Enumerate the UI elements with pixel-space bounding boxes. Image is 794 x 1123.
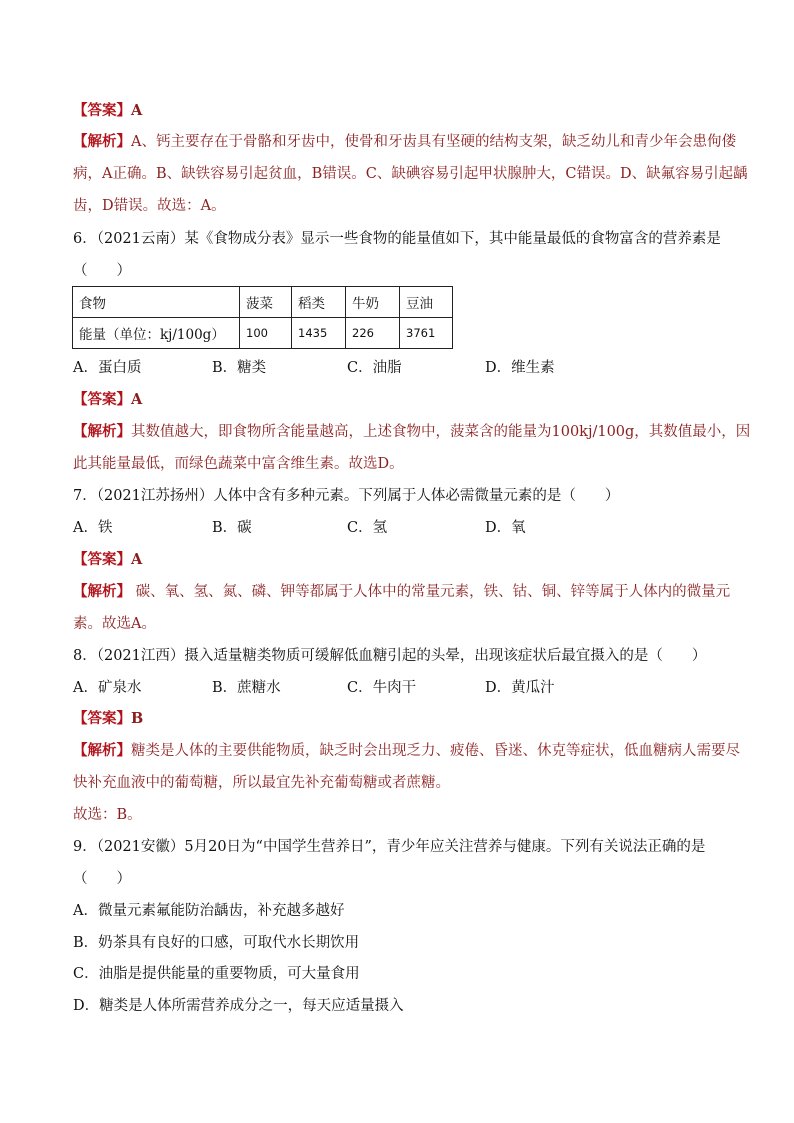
q8-option-d: D．黄瓜汁 (485, 680, 555, 696)
answer-tag: 【答案】 (73, 102, 131, 119)
table-cell: 豆油 (400, 287, 453, 318)
analysis-tag: 【解析】 (73, 583, 131, 600)
table-cell: 牛奶 (346, 287, 400, 318)
q6-analysis-line-1 (73, 422, 751, 442)
q8-answer (73, 709, 733, 729)
q8-option-a: A．矿泉水 (73, 680, 142, 696)
table-cell: 1435 (292, 318, 346, 349)
answer-tag: 【答案】 (73, 391, 131, 408)
answer-tag: 【答案】 (73, 551, 131, 568)
q7-option-d: D．氧 (485, 520, 526, 536)
q8-analysis-line-2: 快补充血液中的葡萄糖，所以最宜先补充葡萄糖或者蔗糖。 (73, 775, 450, 791)
answer-tag: 【答案】 (73, 710, 131, 727)
q6-paren: （ ） (73, 263, 131, 279)
q8-option-c: C．牛肉干 (347, 680, 417, 696)
q9-option-b: B．奶茶具有良好的口感，可取代水长期饮用 (73, 935, 360, 951)
q7-option-c: C．氢 (347, 520, 388, 536)
q7-answer (73, 550, 733, 570)
table-header-row (73, 287, 453, 318)
q6-option-a: A．蛋白质 (73, 360, 142, 376)
analysis-text: 碳、氧、氢、氮、磷、钾等都属于人体中的常量元素，铁、钴、铜、锌等属于人体内的微量元 (131, 584, 731, 600)
analysis-tag: 【解析】 (73, 133, 131, 150)
q7-stem: 7．（2021江苏扬州）人体中含有多种元素。下列属于人体必需微量元素的是（ ） (73, 488, 620, 504)
analysis-text: 糖类是人体的主要供能物质，缺乏时会出现乏力、疲倦、昏迷、休克等症状，低血糖病人需要尽 (131, 743, 740, 759)
table-row (73, 318, 453, 349)
analysis-text: 其数值越大，即食物所含能量越高，上述食物中，菠菜含的能量为100kj/100g，其数值最小，因 (131, 424, 751, 440)
table-cell: 226 (346, 318, 400, 349)
q7-option-a: A．铁 (73, 520, 113, 536)
q9-option-d: D．糖类是人体所需营养成分之一，每天应适量摄入 (73, 998, 404, 1014)
q6-option-c: C．油脂 (347, 360, 402, 376)
q6-answer (73, 390, 733, 410)
table-cell: 稻类 (292, 287, 346, 318)
answer-value: A (131, 102, 143, 119)
q9-paren: （ ） (73, 871, 131, 887)
analysis-tag: 【解析】 (73, 423, 131, 440)
q9-option-a: A．微量元素氟能防治龋齿，补充越多越好 (73, 903, 345, 919)
q6-analysis-line-2: 此其能量最低，而绿色蔬菜中富含维生素。故选D。 (73, 456, 404, 472)
table-cell: 菠菜 (240, 287, 292, 318)
q6-stem: 6．（2021云南）某《食物成分表》显示一些食物的能量值如下，其中能量最低的食物富含的营养素是 (73, 231, 721, 247)
q5-answer (73, 101, 733, 121)
q5-analysis-line-1 (73, 132, 736, 152)
food-energy-table (72, 286, 453, 349)
table-cell: 3761 (400, 318, 453, 349)
q8-analysis-line-1 (73, 741, 740, 761)
q7-analysis-line-1 (73, 582, 733, 602)
q8-option-b: B．蔗糖水 (212, 680, 281, 696)
q9-stem: 9．（2021安徽）5月20日为“中国学生营养日”，青少年应关注营养与健康。下列有关说法正确的是 (73, 839, 706, 855)
q8-analysis-line-3: 故选：B。 (73, 807, 142, 823)
q6-option-d: D．维生素 (485, 360, 555, 376)
answer-value: B (131, 710, 144, 727)
q8-stem: 8．（2021江西）摄入适量糖类物质可缓解低血糖引起的头晕，出现该症状后最宜摄入的是（ ） (73, 648, 707, 664)
q5-analysis-line-2: 病，A正确。B、缺铁容易引起贫血，B错误。C、缺碘容易引起甲状腺肿大，C错误。D、缺氟容易引起龋 (73, 166, 748, 182)
table-cell: 食物 (73, 287, 240, 318)
analysis-text: A、钙主要存在于骨骼和牙齿中，使骨和牙齿具有坚硬的结构支架，缺乏幼儿和青少年会患佝偻 (131, 134, 736, 150)
answer-value: A (131, 391, 143, 408)
analysis-tag: 【解析】 (73, 742, 131, 759)
q7-option-b: B．碳 (212, 520, 252, 536)
table-cell: 100 (240, 318, 292, 349)
q7-analysis-line-2: 素。故选A。 (73, 616, 156, 632)
answer-value: A (131, 551, 143, 568)
q5-analysis-line-3: 齿，D错误。故选：A。 (73, 198, 226, 214)
q6-option-b: B．糖类 (212, 360, 267, 376)
table-cell: 能量（单位：kj/100g） (73, 318, 240, 349)
q9-option-c: C．油脂是提供能量的重要物质，可大量食用 (73, 966, 360, 982)
